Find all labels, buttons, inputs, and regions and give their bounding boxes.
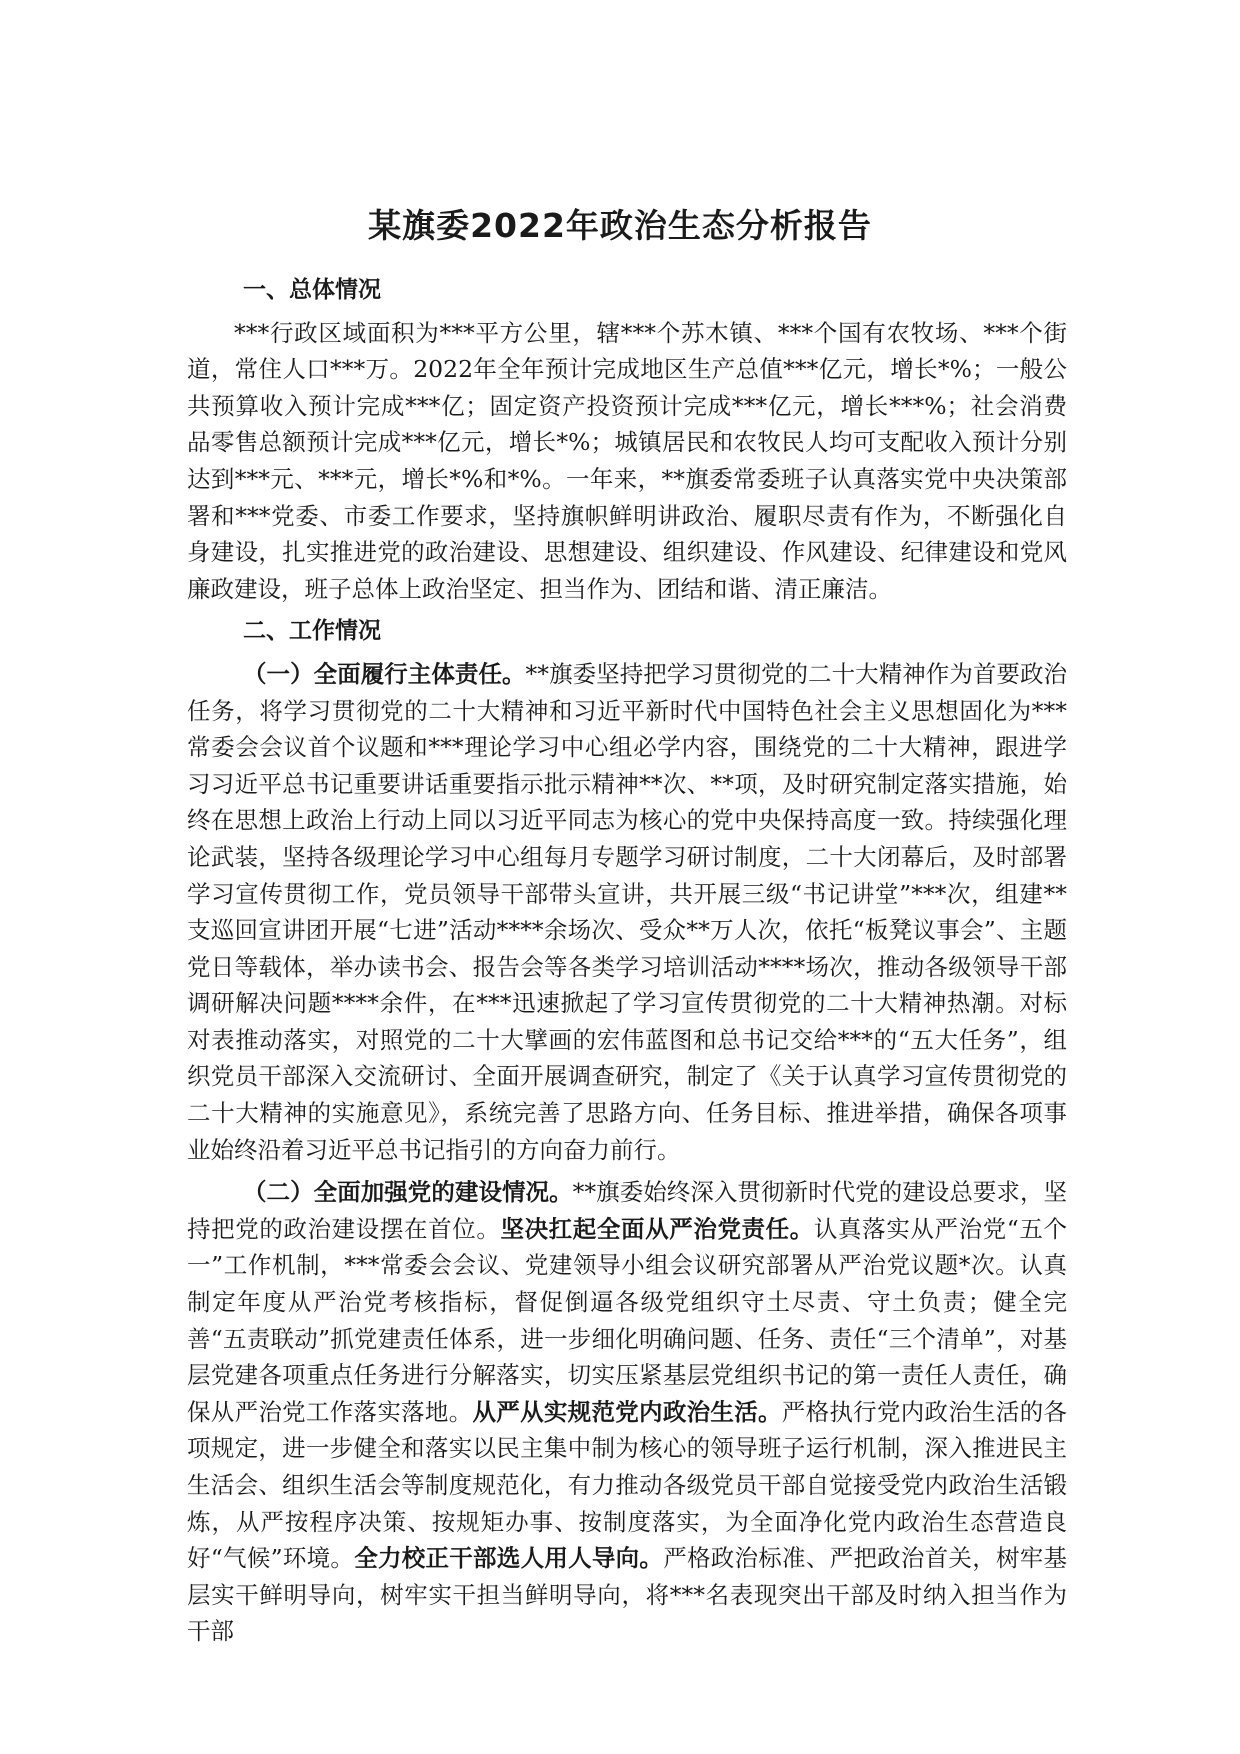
work-paragraph-1-text: **旗委坚持把学习贯彻党的二十大精神作为首要政治任务，将学习贯彻党的二十大精神和习近平新时代中国特色社会主义思想固化为***常委会会议首个议题和***理论学习中心组必学内容，围绕党的二十大精神，跟进学习习近平总书记重要讲话重要指示批示精神**次、**项，及时研究制定落实措施，始终在思想上政治上行动上同以习近平同志为核心的党中央保持高度一致。持续强化理论武装，坚持各级理论学习中心组每月专题学习研讨制度，二十大闭幕后，及时部署学习宣传贯彻工作，党员领导干部带头宣讲，共开展三级“书记讲堂”***次，组建**支巡回宣讲团开展“七进”活动****余场次、受众**万人次，依托“板凳议事会”、主题党日等载体，举办读书会、报告会等各类学习培训活动****场次，推动各级领导干部调研解决问题****余件，在***迅速掀起了学习宣传贯彻党的二十大精神热潮。对标对表推动落实，对照党的二十大擘画的宏伟蓝图和总书记交给***的“五大任务”，组织党员干部深入交流研讨、全面开展调查研究，制定了《关于认真学习宣传贯彻党的二十大精神的实施意见》，系统完善了思路方向、任务目标、推进举措，确保各项事业始终沿着习近平总书记指引的方向奋力前行。 — [187, 659, 1068, 1164]
document-title: 某旗委2022年政治生态分析报告 — [368, 206, 872, 245]
emphasis-political-life: 从严从实规范党内政治生活。 — [472, 1397, 782, 1426]
work-paragraph-2-text-4: 严格政治标准、严把政治首关，树牢基层实干鲜明导向，树牢实干担当鲜明导向，将***名表现突出干部及时纳入担当作为干部 — [187, 1544, 1068, 1646]
work-paragraph-2-text-1: **旗委始终深入贯彻新时代党的建设总要求，坚持把党的政治建设摆在首位。 — [187, 1178, 1068, 1243]
overview-paragraph: ***行政区域面积为***平方公里，辖***个苏木镇、***个国有农牧场、***个街道，常住人口***万。2022年全年预计完成地区生产总值***亿元，增长*%；一般公共预算收入预计完成***亿；固定资产投资预计完成***亿元，增长***%；社会消费品零售总额预计完成***亿元，增长*%；城镇居民和农牧民人均可支配收入预计分别达到***元、***元，增长*%和*%。一年来，**旗委常委班子认真落实党中央决策部署和***党委、市委工作要求，坚持旗帜鲜明讲政治、履职尽责有作为，不断强化自身建设，扎实推进党的政治建设、思想建设、组织建设、作风建设、纪律建设和党风廉政建设，班子总体上政治坚定、担当作为、团结和谐、清正廉洁。 — [187, 318, 1067, 603]
document-body — [187, 272, 1067, 1656]
work-paragraph-2 — [187, 1174, 1067, 1650]
emphasis-cadre-selection: 全力校正干部选人用人导向。 — [354, 1544, 664, 1573]
section-heading-work: 二、工作情况 — [243, 618, 381, 645]
emphasis-strict-governance: 坚决扛起全面从严治党责任。 — [500, 1214, 814, 1243]
subheading-party-building: （二）全面加强党的建设情况。 — [243, 1178, 573, 1207]
section-heading-overview: 一、总体情况 — [243, 277, 381, 303]
work-paragraph-2-text-2: 认真落实从严治党“五个一”工作机制，***常委会会议、党建领导小组会议研究部署从严治党议题*次。认真制定年度从严治党考核指标，督促倒逼各级党组织守土尽责、守土负责；健全完善“五责联动”抓党建责任体系，进一步细化明确问题、任务、责任“三个清单”，对基层党建各项重点任务进行分解落实，切实压紧基层党组织书记的第一责任人责任，确保从严治党工作落实落地。 — [187, 1214, 1068, 1426]
work-paragraph-2-text-3: 严格执行党内政治生活的各项规定，进一步健全和落实以民主集中制为核心的领导班子运行机制，深入推进民主生活会、组织生活会等制度规范化，有力推动各级党员干部自觉接受党内政治生活锻炼，从严按程序决策、按规矩办事、按制度落实，为全面净化党内政治生态营造良好“气候”环境。 — [187, 1397, 1068, 1573]
subheading-main-responsibility: （一）全面履行主体责任。 — [243, 659, 526, 688]
work-paragraph-1 — [187, 656, 1067, 1168]
